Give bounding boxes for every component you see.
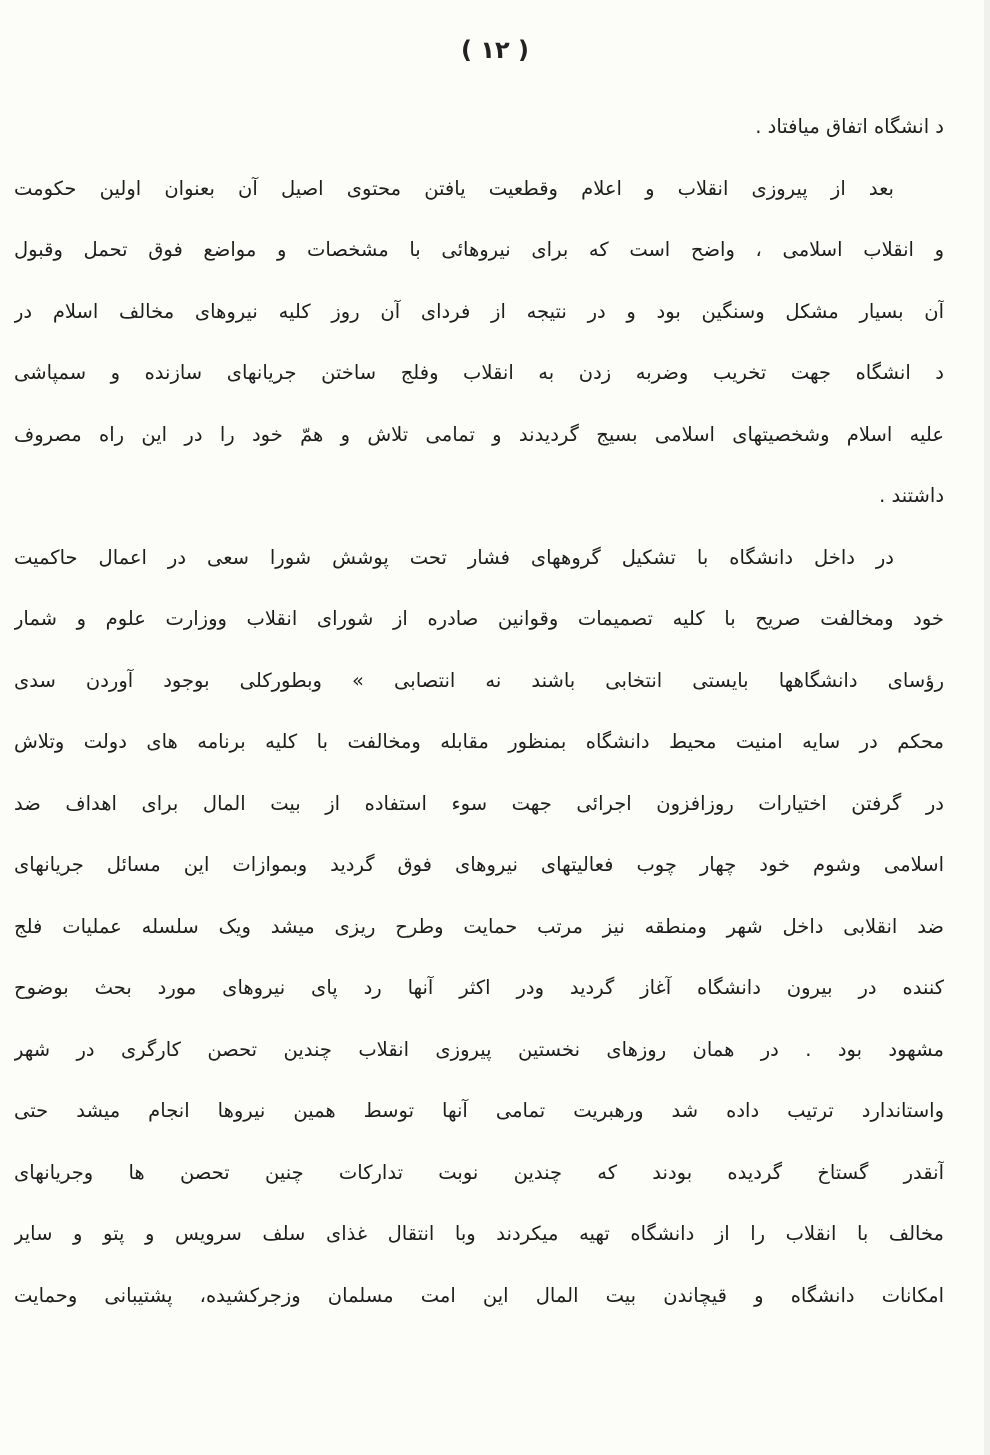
text-line: داشتند .: [879, 484, 944, 507]
text-line: آن بسیار مشکل وسنگین بود و در نتیجه از فردای آن روز کلیه نیروهای مخالف اسلام در: [14, 299, 944, 323]
text-line: مخالف با انقلاب را از دانشگاه تهیه میکردند وبا انتقال غذای سلف سرویس و پتو و سایر: [14, 1222, 944, 1245]
text-line: محکم در سایه امنیت محیط دانشگاه بمنظور مقابله ومخالفت با کلیه برنامه های دولت وتلاش: [14, 730, 944, 753]
text-line: خود ومخالفت صریح با کلیه تصمیمات وقوانین صادره از شورای انقلاب ووزارت علوم و شمار: [14, 607, 944, 630]
text-line: بعد از پیروزی انقلاب و اعلام وقطعیت یافتن محتوی اصیل آن بعنوان اولین حکومت: [14, 176, 894, 200]
text-line: در داخل دانشگاه با تشکیل گروههای فشار تحت پوشش شورا سعی در اعمال حاکمیت: [14, 545, 894, 569]
text-line: اسلامی وشوم خود چهار چوب فعالیتهای نیروهای فوق گردید وبموازات این مسائل جریانهای: [14, 853, 944, 876]
text-line: و انقلاب اسلامی ، واضح است که برای نیروهائی با مشخصات و مواضع فوق تحمل وقبول: [14, 238, 944, 261]
body-text: [14, 96, 944, 1326]
text-line: واستاندارد ترتیب داده شد ورهبریت تمامی آنها توسط همین نیروها انجام میشد حتی: [14, 1099, 944, 1122]
text-line: د انشگاه جهت تخریب وضربه زدن به انقلاب وفلج ساختن جریانهای سازنده و سمپاشی: [14, 361, 944, 384]
page-number: ( ۱۲ ): [461, 36, 529, 64]
text-line: آنقدر گستاخ گردیده بودند که چندین نوبت تدارکات چنین تحصن ها وجریانهای: [14, 1160, 944, 1184]
text-line: کننده در بیرون دانشگاه آغاز گردید ودر اکثر آنها رد پای نیروهای مورد بحث بوضوح: [14, 976, 944, 999]
scan-edge: [984, 0, 990, 1455]
text-line: ضد انقلابی داخل شهر ومنطقه نیز مرتب حمایت وطرح ریزی میشد ویک سلسله عملیات فلج: [14, 914, 944, 938]
text-line: د انشگاه اتفاق میافتاد .: [755, 115, 944, 138]
text-line: امکانات دانشگاه و قیچاندن بیت المال این امت مسلمان وزجرکشیده، پشتیبانی وحمایت: [14, 1283, 944, 1307]
text-line: در گرفتن اختیارات روزافزون اجرائی جهت سوء استفاده از بیت المال برای اهداف ضد: [14, 791, 944, 815]
text-line: مشهود بود . در همان روزهای نخستین پیروزی انقلاب چندین تحصن کارگری در شهر: [14, 1037, 944, 1061]
text-line: رؤسای دانشگاهها بایستی انتخابی باشند نه انتصابی » وبطورکلی بوجود آوردن سدی: [14, 668, 944, 692]
text-line: علیه اسلام وشخصیتهای اسلامی بسیج گردیدند و تمامی تلاش و همّ خود را در این راه مصروف: [14, 422, 944, 446]
